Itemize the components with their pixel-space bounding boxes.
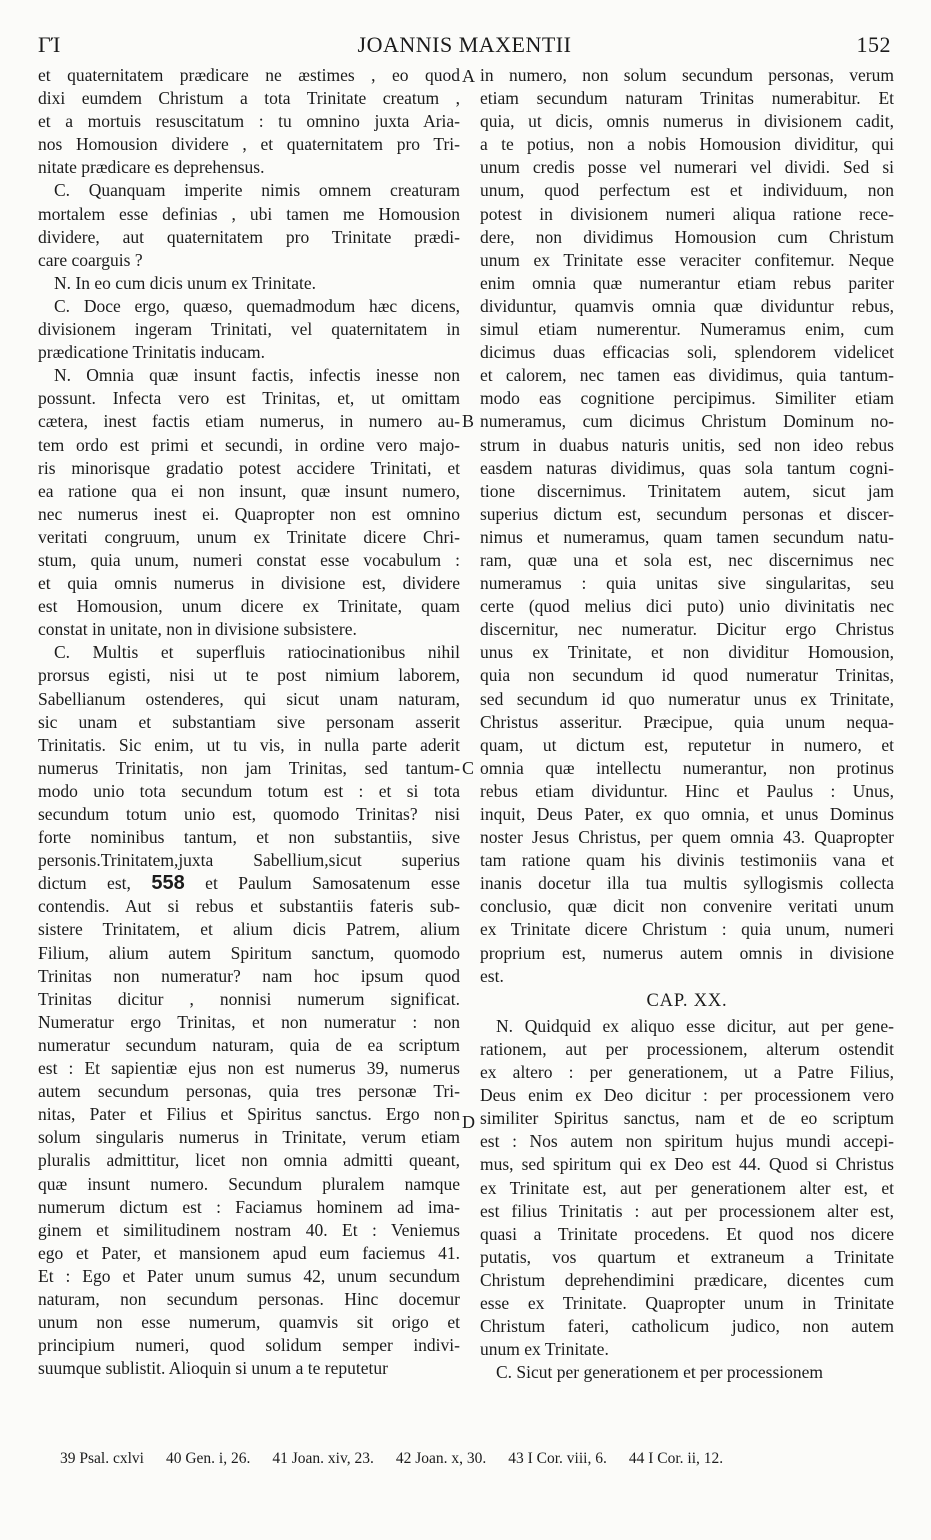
- right_column-line: quia non secundum id quod numeratur Trinitas,: [480, 665, 894, 686]
- footnote: 39 Psal. cxlvi: [60, 1450, 144, 1467]
- right_column-line: tione discernimus. Trinitatem autem, sicut jam: [480, 480, 894, 501]
- left_column-line: principium numeri, quod solidum semper indivi-: [38, 1335, 460, 1356]
- left_column-line: N. Omnia quæ insunt factis, infectis inesse non: [54, 365, 460, 386]
- right_column-line: ram, quæ una et sola est, nec discernimus nec: [480, 549, 894, 570]
- header-left-mark: ΓΊ: [38, 32, 61, 57]
- left_column-line: ris minorisque gradatio potest accidere Trinitati, et: [38, 457, 460, 478]
- right_column-line: certe (quod melius dici puto) unio divinitatis nec: [480, 596, 894, 617]
- left_column-line: numerus Trinitatis, non jam Trinitas, sed tantum-: [38, 757, 460, 778]
- right-column-part-a: [480, 64, 894, 988]
- left_column-line: numeratur secundum naturam, quia de ea scriptum: [38, 1034, 460, 1055]
- margin-marker-d: D: [462, 1112, 475, 1132]
- right_column_b-line: Christum deprehendimini prædicare, dicentes cum: [480, 1269, 894, 1290]
- right_column_b-line: similiter Spiritus sanctus, nam et de eo scriptum: [480, 1108, 894, 1129]
- left_column-line: est : Et sapientiæ ejus non est numerus 39, numerus: [38, 1058, 460, 1079]
- right_column_b-line: N. Quidquid ex aliquo esse dicitur, aut per gene-: [496, 1015, 894, 1036]
- right_column-line: sed secundum id quo numeratur unus ex Trinitate,: [480, 688, 894, 709]
- right_column-line: unum credis posse vel numerari vel dividi. Sed si: [480, 157, 894, 178]
- left_column-line: mortalem esse definias , ubi tamen me Homousion: [38, 203, 460, 224]
- left_column-line: prædicatione Trinitatis inducam.: [38, 342, 265, 363]
- right_column-line: unum, quod perfectum est et individuum, non: [480, 180, 894, 201]
- footnote: 41 Joan. xiv, 23.: [272, 1450, 374, 1467]
- left_column-line: nos Homousion dividere , et quaternitatem pro Tri-: [38, 134, 460, 155]
- right_column-line: unus ex Trinitate, et non dividitur Homousion,: [480, 642, 894, 663]
- right_column-line: noster Jesus Christus, per quem omnia 43. Quapropter: [480, 827, 894, 848]
- left_column-line: dictum est, 558 et Paulum Samosatenum esse: [38, 872, 460, 895]
- column-number: 558: [151, 872, 185, 895]
- left_column-line: numerum dictum est : Faciamus hominem ad ima-: [38, 1196, 460, 1217]
- running-title: JOANNIS MAXENTII: [357, 32, 572, 57]
- left_column-line: secundum totum unio est, quomodo Trinitas? nisi: [38, 804, 460, 824]
- right_column_b-line: mus, sed spiritum qui ex Deo est 44. Quod si Christus: [480, 1154, 894, 1175]
- left-column: [38, 64, 460, 1380]
- left_column-line: sic unam et substantiam sive personam asserit: [38, 711, 460, 732]
- left_column-line: autem secundum personas, quia tres personæ Tri-: [38, 1081, 460, 1102]
- right_column_b-line: Deus enim ex Deo dicitur : per processionem vero: [480, 1085, 894, 1106]
- right_column-line: inanis docetur illa tua multis syllogismis collecta: [480, 873, 894, 894]
- left_column-line: Filium, alium autem Spiritum sanctum, quomodo: [38, 942, 460, 963]
- right_column_b-line: ex altero : per generationem, ut a Patre Filius,: [480, 1062, 894, 1083]
- left_column-line: N. In eo cum dicis unum ex Trinitate.: [54, 272, 316, 293]
- left_column-line: est Homousion, unum dicere ex Trinitate, quam: [38, 596, 460, 617]
- left_column-line: personis.Trinitatem,juxta Sabellium,sicut superius: [38, 850, 460, 871]
- left_column-line: naturam, non secundum personas. Hinc docemur: [38, 1288, 460, 1309]
- right_column-line: superius dictum est, secundum personas et discer-: [480, 503, 894, 524]
- right_column-line: conclusio, quæ dicit non convenire veritati unum: [480, 896, 894, 917]
- right_column-line: potest in divisionem numeri aliqua ratione rece-: [480, 203, 894, 224]
- footnote: 40 Gen. i, 26.: [165, 1450, 251, 1467]
- page-number: 152: [856, 32, 891, 57]
- left_column-line: tem ordo est primi et secundi, in ordine vero majo-: [38, 434, 460, 455]
- right_column-line: inquit, Deus Pater, ex quo omnia, et unus Dominus: [480, 804, 894, 824]
- left_column-line: Trinitatis. Sic enim, ut tu vis, in nulla parte aderit: [38, 734, 460, 755]
- right_column_b-line: C. Sicut per generationem et per processionem: [496, 1362, 824, 1383]
- right_column_b-line: rationem, aut per processionem, alterum ostendit: [480, 1038, 894, 1059]
- right_column-line: discernitur, nec numeratur. Dicitur ergo Christus: [480, 619, 894, 640]
- left_column-line: Trinitas dicitur , nonnisi numerum significat.: [38, 988, 460, 1009]
- left_column-line: cætera, inest factis etiam numerus, in numero au-: [38, 411, 460, 432]
- right_column-line: omnia quæ intellectu numerantur, non protinus: [480, 757, 894, 778]
- right_column-line: a te potius, non a nobis Homousion dividitur, qui: [480, 134, 894, 155]
- left_column-line: ea ratione qua ei non insunt, quæ insunt numero,: [38, 480, 460, 501]
- right_column-line: unum ex Trinitate esse veraciter confitemur. Neque: [480, 249, 894, 270]
- right_column_b-line: Christum fateri, catholicum judico, non autem: [480, 1316, 894, 1337]
- left_column-line: Sabellianum ostenderes, qui sicut unam naturam,: [38, 688, 460, 709]
- right_column-line: numeramus : quia unitas sive singularitas, seu: [480, 573, 894, 594]
- right_column-line: simul etiam numerentur. Numeramus enim, cum: [480, 319, 894, 340]
- left_column-line: sistere Trinitatem, et alium dicis Patrem, alium: [38, 919, 460, 940]
- right_column-line: rebus etiam dividuntur. Hinc et Paulus : Unus,: [480, 780, 894, 801]
- left_column-line: et quaternitatem prædicare ne æstimes , eo quod: [38, 65, 460, 85]
- left_column-line: dividere, aut quaternitatem pro Trinitate prædi-: [38, 226, 460, 247]
- chapter-heading: CAP. XX.: [646, 990, 728, 1011]
- left_column-line: Et : Ego et Pater unum sumus 42, unum secundum: [38, 1265, 460, 1286]
- left_column-line: forte nominibus tantum, et non substantiis, sive: [38, 827, 460, 848]
- footnote: 42 Joan. x, 30.: [395, 1450, 487, 1467]
- left_column-line: veritati congruum, unum ex Trinitate dicere Chri-: [38, 526, 460, 547]
- right_column_b-line: est filius Trinitatis : aut per processionem alter est,: [480, 1200, 894, 1221]
- right_column-line: nimus et numeramus, quam tamen secundum natu-: [480, 526, 894, 547]
- right_column_b-line: est : Nos autem non spiritum hujus mundi accepi-: [480, 1131, 894, 1152]
- right_column-line: tam ratione quam his divinis testimoniis vana et: [480, 850, 894, 871]
- left_column-line: C. Doce ergo, quæso, quemadmodum hæc dicens,: [54, 295, 460, 316]
- left_column-line: ego et Pater, et mansionem apud eum faciemus 41.: [38, 1242, 460, 1263]
- margin-marker-b: B: [462, 411, 475, 431]
- running-header: [38, 32, 891, 64]
- left_column-line: nitate prædicare es deprehensus.: [38, 157, 265, 178]
- right_column-line: proprium est, numerus autem omnis in divisione: [480, 942, 894, 963]
- right_column-line: in numero, non solum secundum personas, verum: [480, 65, 894, 85]
- right_column-line: et calorem, nec tamen eas dividimus, quia tantum-: [480, 365, 894, 386]
- margin-marker-a: A: [462, 66, 475, 86]
- footnotes: [60, 1450, 891, 1468]
- left_column-line: suumque sublistit. Alioquin si unum a te reputetur: [38, 1358, 388, 1379]
- right_column-line: est.: [480, 965, 504, 986]
- right_column-line: easdem naturas dividimus, quas sola tantum cogni-: [480, 457, 894, 478]
- left_column-line: pluralis admittitur, licet non omnia admitti queant,: [38, 1150, 460, 1171]
- left_column-line: stum, quia unum, numeri constat esse vocabulum :: [38, 549, 460, 570]
- right_column_b-line: putatis, vos quartum et extraneum a Trinitate: [480, 1246, 894, 1267]
- left_column-line: possunt. Infecta vero est Trinitas, et, ut omittam: [38, 388, 460, 409]
- left_column-line: modo unio tota secundum totum est : et si tota: [38, 780, 460, 801]
- right-column: [480, 64, 894, 1384]
- margin-marker-c: C: [462, 758, 475, 778]
- left_column-line: et a mortuis resuscitatum : tu omnino juxta Aria-: [38, 111, 460, 132]
- left_column-line: quæ insunt numero. Secundum pluralem namque: [38, 1173, 460, 1194]
- right_column-line: strum in duabus naturis unitis, sed non ideo rebus: [480, 434, 894, 455]
- footnote: 44 I Cor. ii, 12.: [628, 1450, 724, 1467]
- right_column_b-line: ex Trinitate est, aut per generationem alter est, et: [480, 1177, 894, 1198]
- left_column-line: et quia omnis numerus in divisione est, dividere: [38, 573, 460, 594]
- left_column-line: nec numerus inest ei. Quapropter non est omnino: [38, 503, 460, 524]
- left_column-line: C. Multis et superfluis ratiocinationibus nihil: [54, 642, 460, 663]
- right_column-line: dere, non dividimus Homousion cum Christum: [480, 226, 894, 247]
- left_column-line: nitas, Pater et Filius et Spiritus sanctus. Ergo non: [38, 1104, 460, 1125]
- left_column-line: constat in unitate, non in divisione subsistere.: [38, 619, 357, 640]
- left_column-line: unum non esse numerum, quamvis sit origo et: [38, 1312, 460, 1333]
- right_column-line: enim omnia quæ numerantur etiam rebus pariter: [480, 272, 894, 293]
- right_column_b-line: esse ex Trinitate. Quapropter unum in Trinitate: [480, 1292, 894, 1313]
- left_column-line: ginem et similitudinem nostram 40. Et : Veniemus: [38, 1219, 460, 1240]
- left_column-line: divisionem ingeram Trinitati, vel quaternitatem in: [38, 319, 460, 340]
- left_column-line: solum singularis numerus in Trinitate, verum etiam: [38, 1127, 460, 1148]
- right-column-part-b: [480, 1015, 894, 1385]
- right_column-line: Christus asseritur. Præcipue, quia unum nequa-: [480, 711, 894, 732]
- footnote: 43 I Cor. viii, 6.: [508, 1450, 607, 1467]
- left_column-line: Numeratur ergo Trinitas, et non numeratur : non: [38, 1011, 460, 1032]
- right_column-line: etiam secundum naturam Trinitas numerabitur. Et: [480, 88, 894, 109]
- left_column-line: dixi eumdem Christum a tota Trinitate creatum ,: [38, 88, 460, 109]
- right_column-line: modo eas cognitione percipimus. Similiter etiam: [480, 388, 894, 409]
- right_column-line: numeramus, cum dicimus Christum Dominum no-: [480, 411, 894, 432]
- right_column-line: dividuntur, quamvis omnia quæ dividuntur rebus,: [480, 295, 894, 316]
- right_column-line: dicimus duas efficacias soli, splendorem videlicet: [480, 342, 894, 363]
- right_column_b-line: unum ex Trinitate.: [480, 1339, 609, 1360]
- right_column-line: quam, ut dictum est, reputetur in numero, et: [480, 734, 894, 755]
- left_column-line: C. Quanquam imperite nimis omnem creaturam: [54, 180, 460, 201]
- left_column-line: care coarguis ?: [38, 249, 143, 270]
- right_column-line: ex Trinitate dicere Christum : quia unum, numeri: [480, 919, 894, 940]
- left_column-line: Trinitas non numeratur? nam hoc ipsum quod: [38, 965, 460, 986]
- left_column-line: contendis. Aut si rebus et substantiis fateris sub-: [38, 896, 460, 917]
- right_column-line: quia, ut dicis, omnis numerus in divisionem cadit,: [480, 111, 894, 132]
- left_column-line: prorsus egisti, nisi ut te post nimium laborem,: [38, 665, 460, 686]
- right_column_b-line: quasi a Trinitate procedens. Et quod nos dicere: [480, 1223, 894, 1244]
